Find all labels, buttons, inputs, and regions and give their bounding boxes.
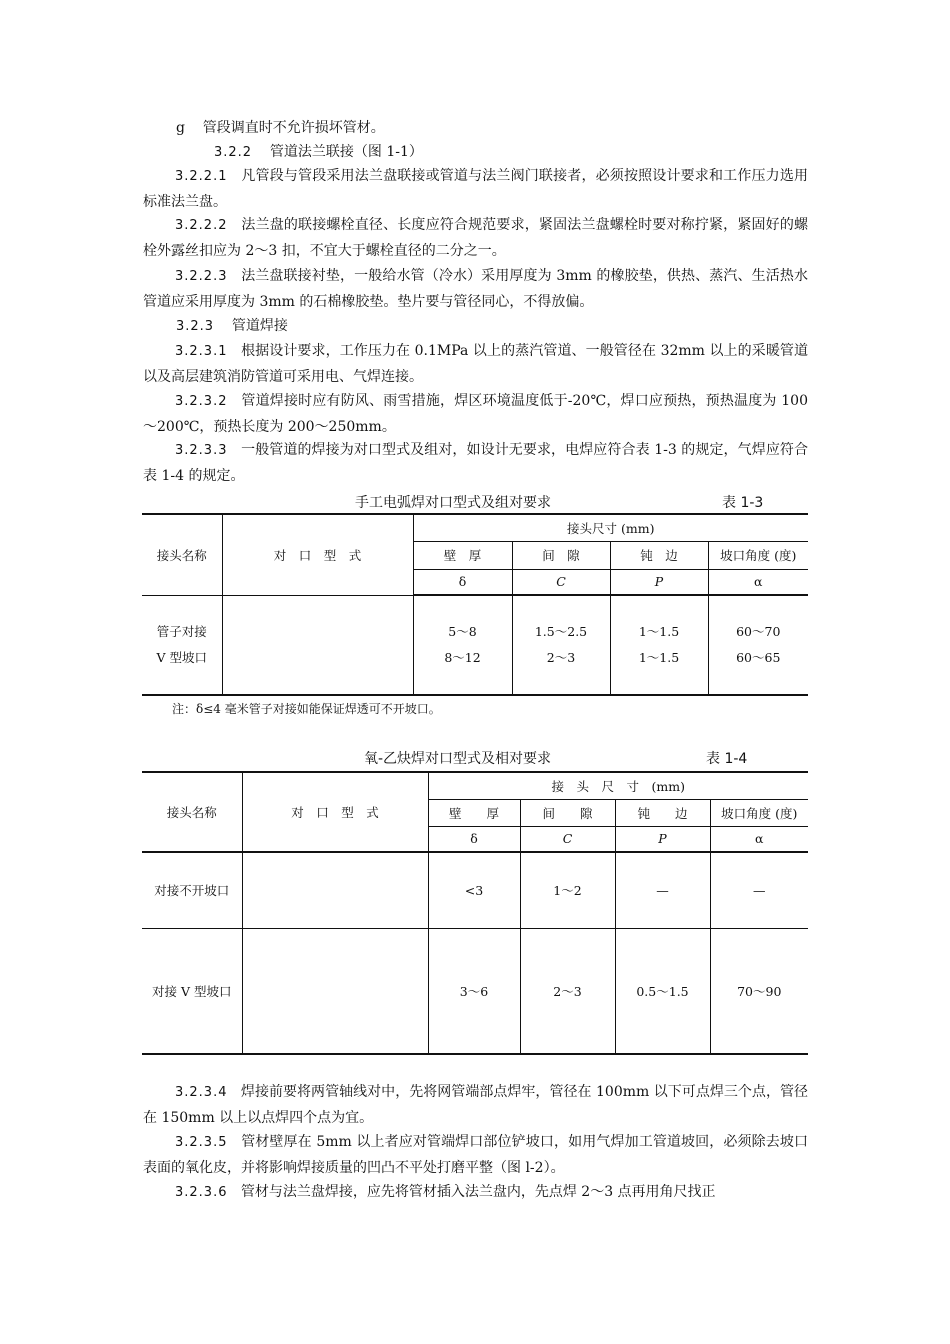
cell-value: 60～70 xyxy=(736,624,781,639)
cell-value: 2～3 xyxy=(546,650,576,665)
table-row xyxy=(142,595,808,695)
symbol-p: P xyxy=(610,569,708,595)
clause-text: 凡管段与管段采用法兰盘联接或管道与法兰阀门联接者，必须按照设计要求和工作压力选用标准法兰盘。 xyxy=(143,168,809,210)
table-1-4-title: 氧-乙炔焊对口型式及相对要求 xyxy=(364,751,552,767)
symbol-p: P xyxy=(615,826,710,852)
header-gap: 间 隙 xyxy=(520,799,615,826)
symbol-alpha: α xyxy=(710,826,808,852)
clause-text: 管道焊接时应有防风、雨雪措施，焊区环境温度低于-20℃，焊口应预热，预热温度为 100～200℃，预热长度为 200～250mm。 xyxy=(143,393,808,435)
row-joint-name: 对接 V 型坡口 xyxy=(142,928,242,1054)
clause-text: 法兰盘的联接螺栓直径、长度应符合规范要求，紧固法兰盘螺栓时要对称拧紧，紧固好的螺栓外露丝扣应为 2～3 扣，不宜大于螺栓直径的二分之一。 xyxy=(143,217,809,259)
header-joint-type: 对 口 型 式 xyxy=(242,772,428,852)
clause-number: 3.2.2.3 xyxy=(175,269,228,284)
cell-value: 1.5～2.5 xyxy=(534,624,588,639)
clause-number: 3.2.3.3 xyxy=(175,443,228,458)
symbol-alpha: α xyxy=(708,569,808,595)
row-bevel-angle: 70～90 xyxy=(710,928,808,1054)
table-row xyxy=(142,852,808,928)
table-row xyxy=(142,928,808,1054)
cell-value: 1～1.5 xyxy=(638,624,680,639)
header-joint-size: 接头尺寸 (mm) xyxy=(413,514,808,541)
row-wall-thickness: <3 xyxy=(428,852,520,928)
row-joint-name: 对接不开坡口 xyxy=(142,852,242,928)
section-3-2-3-heading xyxy=(176,316,288,337)
clause-3-2-3-3 xyxy=(143,438,808,488)
table-1-3-note: 注：δ≤4 毫米管子对接如能保证焊透可不开坡口。 xyxy=(172,702,441,716)
clause-3-2-3-2 xyxy=(143,389,808,439)
section-title: 管道法兰联接（图 1-1） xyxy=(269,144,423,160)
section-title: 管道焊接 xyxy=(231,318,288,334)
item-g-text: 管段调直时不允许损坏管材。 xyxy=(202,120,385,136)
row-root-face: 0.5～1.5 xyxy=(615,928,710,1054)
clause-number: 3.2.3.4 xyxy=(175,1085,228,1100)
clause-number: 3.2.3.5 xyxy=(175,1135,228,1150)
clause-3-2-3-5 xyxy=(143,1130,808,1180)
symbol-delta: δ xyxy=(413,569,512,595)
cell-value: 1～1.5 xyxy=(638,650,680,665)
clause-text: 管材与法兰盘焊接，应先将管材插入法兰盘内，先点焊 2～3 点再用角尺找正 xyxy=(240,1184,716,1200)
clause-number: 3.2.2.2 xyxy=(175,218,228,233)
header-gap: 间 隙 xyxy=(512,541,610,569)
row-bevel-angle: — xyxy=(710,852,808,928)
row-joint-figure xyxy=(242,852,428,928)
item-g xyxy=(176,118,385,138)
header-joint-size: 接 头 尺 寸 (mm) xyxy=(428,772,808,799)
clause-3-2-2-3 xyxy=(143,264,808,314)
symbol-delta: δ xyxy=(428,826,520,852)
cell-value: 60～65 xyxy=(736,650,781,665)
clause-text: 法兰盘联接衬垫，一般给水管（冷水）采用厚度为 3mm 的橡胶垫，供热、蒸汽、生活热水管道应采用厚度为 3mm 的石棉橡胶垫。垫片要与管径同心，不得放偏。 xyxy=(143,268,808,310)
clause-3-2-3-6 xyxy=(143,1180,808,1206)
section-number: 3.2.2 xyxy=(214,145,253,160)
header-wall-thickness: 壁 厚 xyxy=(413,541,512,569)
clause-text: 焊接前要将两管轴线对中，先将网管端部点焊牢，管径在 100mm 以下可点焊三个点，管径在 150mm 以上以点焊四个点为宜。 xyxy=(143,1084,809,1126)
clause-3-2-2-2 xyxy=(143,213,808,263)
row-gap: 1～2 xyxy=(520,852,615,928)
cell-value: 5～8 xyxy=(448,624,477,639)
row-gap xyxy=(512,595,610,695)
row-wall-thickness: 3～6 xyxy=(428,928,520,1054)
cell-value: 8～12 xyxy=(444,650,481,665)
symbol-c: C xyxy=(520,826,615,852)
item-g-label: g xyxy=(176,120,185,136)
header-wall-thickness: 壁 厚 xyxy=(428,799,520,826)
clause-number: 3.2.2.1 xyxy=(175,169,228,184)
row-joint-figure xyxy=(222,595,413,695)
row-gap: 2～3 xyxy=(520,928,615,1054)
row-joint-name xyxy=(142,595,222,695)
section-3-2-2-heading xyxy=(214,142,423,163)
clause-number: 3.2.3.1 xyxy=(175,344,228,359)
clause-text: 根据设计要求，工作压力在 0.1MPa 以上的蒸汽管道、一般管径在 32mm 以上的采暖管道以及高层建筑消防管道可采用电、气焊连接。 xyxy=(143,343,808,385)
row-root-face: — xyxy=(615,852,710,928)
row-wall-thickness xyxy=(413,595,512,695)
header-joint-name: 接头名称 xyxy=(142,772,242,852)
header-root-face: 钝 边 xyxy=(610,541,708,569)
clause-number: 3.2.3.2 xyxy=(175,394,228,409)
clause-number: 3.2.3.6 xyxy=(175,1185,228,1200)
header-bevel-angle: 坡口角度 (度) xyxy=(708,541,808,569)
table-1-3 xyxy=(142,513,808,696)
clause-3-2-3-1 xyxy=(143,339,808,389)
table-1-4 xyxy=(142,771,808,1055)
clause-3-2-3-4 xyxy=(143,1080,808,1130)
header-root-face: 钝 边 xyxy=(615,799,710,826)
table-1-3-title: 手工电弧焊对口型式及组对要求 xyxy=(355,495,551,511)
row-root-face xyxy=(610,595,708,695)
row-bevel-angle xyxy=(708,595,808,695)
symbol-c: C xyxy=(512,569,610,595)
section-number: 3.2.3 xyxy=(176,319,215,334)
table-1-4-number: 表 1-4 xyxy=(706,751,748,767)
clause-3-2-2-1 xyxy=(143,164,808,214)
header-joint-type: 对 口 型 式 xyxy=(222,514,413,595)
clause-text: 管材壁厚在 5mm 以上者应对管端焊口部位铲坡口，如用气焊加工管道坡回，必须除去坡口表面的氧化皮，并将影响焊接质量的凹凸不平处打磨平整（图 l-2）。 xyxy=(143,1134,808,1176)
row-name-line: V 型坡口 xyxy=(156,649,207,665)
header-bevel-angle: 坡口角度 (度) xyxy=(710,799,808,826)
header-joint-name: 接头名称 xyxy=(142,514,222,595)
clause-text: 一般管道的焊接为对口型式及组对，如设计无要求，电焊应符合表 1-3 的规定，气焊应符合表 1-4 的规定。 xyxy=(143,442,808,484)
table-1-3-number: 表 1-3 xyxy=(722,495,764,511)
row-name-line: 管子对接 xyxy=(156,623,207,639)
row-joint-figure xyxy=(242,928,428,1054)
